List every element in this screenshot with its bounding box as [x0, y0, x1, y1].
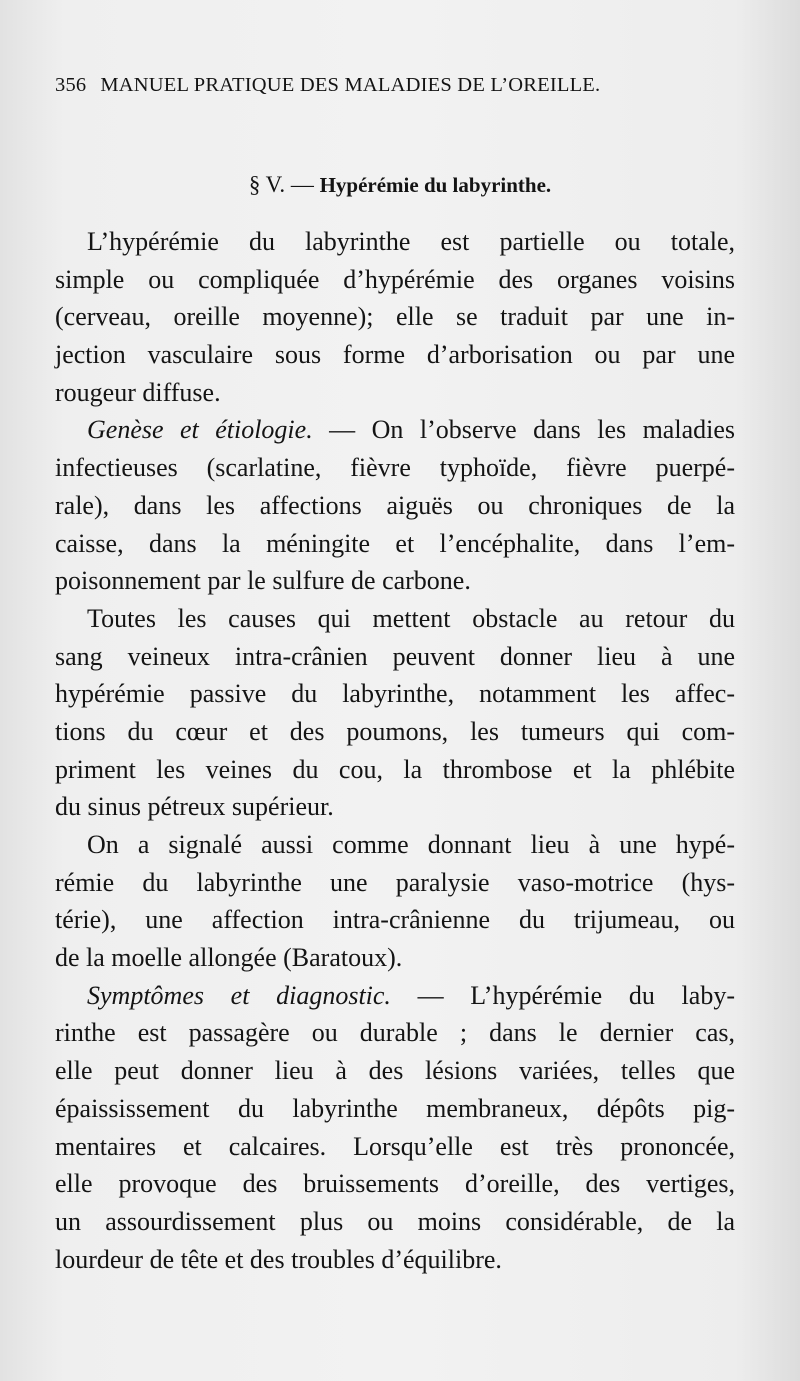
- text-line-with-heading: Genèse et étiologie. — On l’observe dans les maladies: [87, 415, 735, 445]
- text-line: On a signalé aussi comme donnant lieu à une hypé-: [87, 830, 735, 859]
- text-line: du sinus pétreux supérieur.: [55, 792, 334, 822]
- text-line: L’hypérémie du labyrinthe est partielle ou totale,: [87, 227, 735, 256]
- body-text: [55, 223, 735, 1278]
- text-line: rougeur diffuse.: [55, 377, 221, 407]
- text-line: poisonnement par le sulfure de carbone.: [55, 566, 471, 596]
- text-line: rale), dans les affections aiguës ou chroniques de la: [55, 490, 735, 520]
- text-line: un assourdissement plus ou moins considérable, de la: [55, 1206, 735, 1236]
- page-number: 356: [55, 74, 87, 96]
- running-header: [55, 74, 745, 97]
- section-heading: [0, 172, 800, 198]
- section-title: Hypérémie du labyrinthe.: [319, 173, 552, 197]
- paragraph-heading: Symptômes et diagnostic.: [87, 980, 391, 1010]
- text-line: jection vasculaire sous forme d’arborisation ou par une: [55, 340, 735, 370]
- text-line: elle peut donner lieu à des lésions variées, telles que: [55, 1056, 735, 1086]
- text-line: rémie du labyrinthe une paralysie vaso-motrice (hys-: [55, 867, 735, 897]
- text-line: (cerveau, oreille moyenne); elle se traduit par une in-: [55, 302, 735, 332]
- text-line: rinthe est passagère ou durable ; dans le dernier cas,: [55, 1018, 735, 1048]
- text-line: épaississement du labyrinthe membraneux, dépôts pig-: [55, 1093, 735, 1123]
- section-number: § V. —: [248, 172, 314, 197]
- text-line: térie), une affection intra-crânienne du trijumeau, ou: [55, 905, 735, 935]
- text-line: sang veineux intra-crânien peuvent donner lieu à une: [55, 641, 735, 671]
- text-line: infectieuses (scarlatine, fièvre typhoïde, fièvre puerpé-: [55, 453, 735, 483]
- text-line: elle provoque des bruissements d’oreille, des vertiges,: [55, 1169, 735, 1199]
- running-title: MANUEL PRATIQUE DES MALADIES DE L’OREILLE.: [100, 74, 601, 96]
- text-line-with-heading: Symptômes et diagnostic. — L’hypérémie du laby-: [87, 980, 735, 1010]
- text-line: de la moelle allongée (Baratoux).: [55, 943, 403, 973]
- text-line: Toutes les causes qui mettent obstacle au retour du: [87, 603, 735, 633]
- text-line: mentaires et calcaires. Lorsqu’elle est très prononcée,: [55, 1131, 735, 1161]
- text-line: tions du cœur et des poumons, les tumeurs qui com-: [55, 716, 735, 746]
- text-line: lourdeur de tête et des troubles d’équilibre.: [55, 1244, 502, 1274]
- text-line: simple ou compliquée d’hypérémie des organes voisins: [55, 264, 735, 294]
- paragraph-heading: Genèse et étiologie.: [87, 415, 313, 445]
- text-line: caisse, dans la méningite et l’encéphalite, dans l’em-: [55, 528, 735, 558]
- text-line: hypérémie passive du labyrinthe, notamment les affec-: [55, 679, 735, 709]
- text-line: priment les veines du cou, la thrombose et la phlébite: [55, 754, 735, 784]
